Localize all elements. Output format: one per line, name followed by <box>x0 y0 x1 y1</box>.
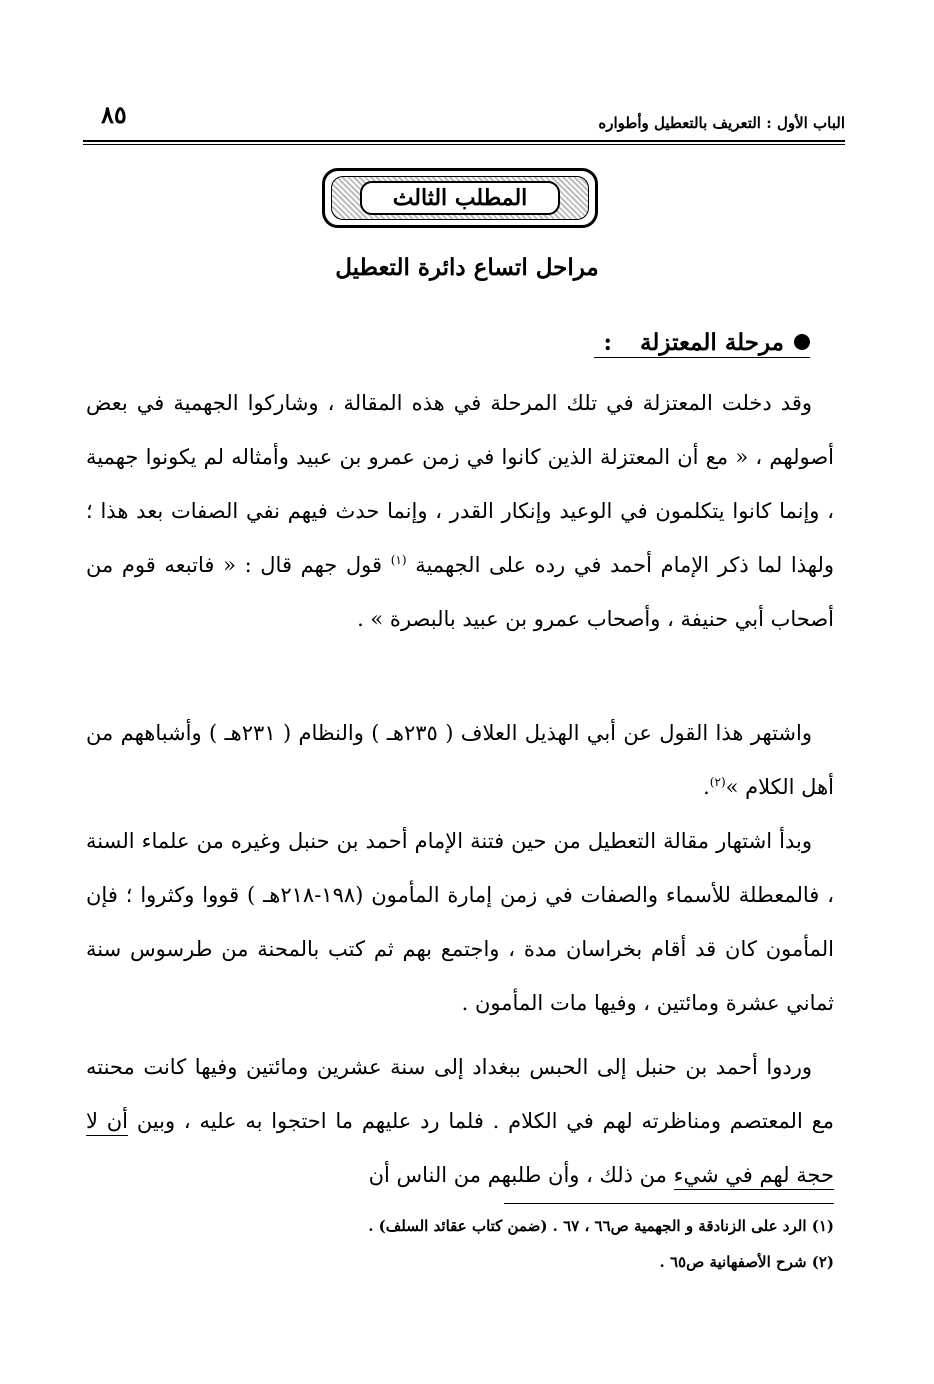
section-title-frame <box>322 168 598 228</box>
page-number: ٨٥ <box>101 100 127 129</box>
paragraph-1 <box>86 376 834 646</box>
footnotes <box>134 1208 834 1280</box>
subheading-underline <box>594 357 810 358</box>
paragraph-4-text-b: من ذلك ، وأن طلبهم من الناس أن <box>368 1163 674 1187</box>
chapter-title: الباب الأول : التعريف بالتعطيل وأطواره <box>598 114 845 132</box>
paragraph-2 <box>86 706 834 814</box>
paragraph-2-end: . <box>703 775 710 799</box>
section-title-ornament <box>331 176 589 220</box>
subheading-text: مرحلة المعتزلة <box>640 328 784 356</box>
footnote-ref-1: (١) <box>390 553 407 567</box>
footnote-1: (١) الرد على الزنادقة و الجهمية ص٦٦ ، ٦٧ . (ضمن كتاب عقائد السلف) . <box>368 1217 834 1235</box>
section-subtitle: مراحل اتساع دائرة التعطيل <box>335 254 599 281</box>
footnote-ref-2: (٢) <box>709 775 726 789</box>
section-title-box <box>360 181 560 215</box>
paragraph-4-text-a: وردوا أحمد بن حنبل إلى الحبس ببغداد إلى سنة عشرين ومائتين وفيها كانت محنته مع المعتصم ومناظرته لهم في الكلام . فلما رد عليهم ما احتجوا به عليه ، وبين <box>86 1055 834 1133</box>
paragraph-1-text-a: وقد دخلت المعتزلة في تلك المرحلة في هذه المقالة ، وشاركوا الجهمية في بعض أصولهم ، « مع أن المعتزلة الذين كانوا في زمن عمرو بن عبيد وأمثاله لم يكونوا جهمية ، وإنما كانوا يتكلمون في الوعيد وإنكار القدر ، وإنما حدث فيهم نفي الصفات بعد هذا ؛ ولهذا لما ذكر الإمام أحمد في رده على الجهمية <box>86 391 834 577</box>
paragraph-2-text: واشتهر هذا القول عن أبي الهذيل العلاف ( ٢٣٥هـ ) والنظام ( ٢٣١هـ ) وأشباههم من أهل الكلام » <box>86 721 834 799</box>
paragraph-4 <box>86 1040 834 1202</box>
footnote-2: (٢) شرح الأصفهانية ص٦٥ . <box>659 1253 834 1271</box>
header-rule <box>83 140 845 145</box>
paragraph-1-text-b: قول جهم قال : « فاتبعه قوم من أصحاب أبي حنيفة ، وأصحاب عمرو بن عبيد بالبصرة » . <box>86 553 834 631</box>
paragraph-3: وبدأ اشتهار مقالة التعطيل من حين فتنة الإمام أحمد بن حنبل وغيره من علماء السنة ، فالمعطلة للأسماء والصفات في زمن إمارة المأمون (١٩٨-٢١٨هـ ) قووا وكثروا ؛ فإن المأمون كان قد أقام بخراسان مدة ، واجتمع بهم ثم كتب بالمحنة من طرسوس سنة ثماني عشرة ومائتين ، وفيها مات المأمون . <box>86 829 834 1015</box>
running-header <box>83 100 845 144</box>
footnote-rule <box>504 1203 834 1204</box>
subheading <box>604 322 810 362</box>
bullet-icon <box>794 334 810 350</box>
subheading-colon: : <box>603 328 613 356</box>
paragraph-4-underlined-phrase: أن لا حجة لهم في شيء <box>86 1109 834 1190</box>
section-title: المطلب الثالث <box>392 185 528 211</box>
